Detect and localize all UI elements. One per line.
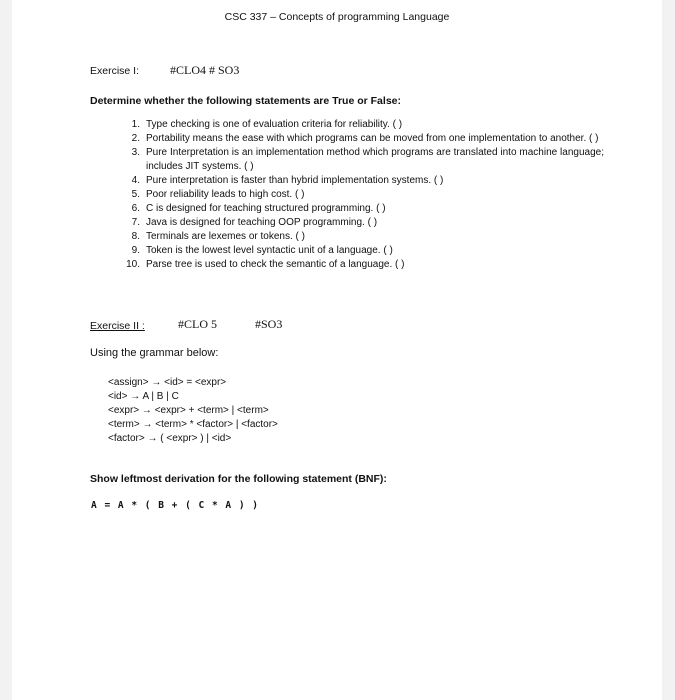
grammar-rule: <id> → A | B | C	[108, 391, 179, 402]
question-item: 7. Java is designed for teaching OOP programming. ( )	[131, 217, 378, 228]
question-item: 5. Poor reliability leads to high cost. ( )	[131, 189, 305, 200]
question-item: 8. Terminals are lexemes or tokens. ( )	[131, 231, 305, 242]
question-item: 10. Parse tree is used to check the semantic of a language. ( )	[126, 259, 405, 270]
question-item: 3. Pure Interpretation is an implementation method which programs are translated into machine language; includes JIT systems. ( )	[131, 147, 604, 172]
derivation-statement: A = A * ( B + ( C * A ) )	[91, 500, 259, 511]
grammar-rules	[108, 376, 278, 446]
question-item: 1. Type checking is one of evaluation criteria for reliability. ( )	[131, 119, 403, 130]
question-list	[126, 118, 604, 272]
exercise-1-instruction: Determine whether the following statements are True or False:	[90, 95, 401, 107]
grammar-rule: <term> → <term> * <factor> | <factor>	[108, 419, 278, 430]
exercise-1-tags: #CLO4 # SO3	[170, 63, 240, 77]
grammar-rule: <factor> → ( <expr> ) | <id>	[108, 433, 232, 444]
question-item: 2. Portability means the ease with which programs can be moved from one implementation to another. ( )	[131, 133, 599, 144]
grammar-rule: <assign> → <id> = <expr>	[108, 377, 227, 388]
exercise-2-tag-clo: #CLO 5	[178, 317, 217, 331]
page-header: CSC 337 – Concepts of programming Language	[224, 11, 450, 23]
exercise-1-label: Exercise I:	[90, 65, 140, 77]
question-item: 9. Token is the lowest level syntactic unit of a language. ( )	[131, 245, 393, 256]
document-page	[12, 0, 662, 700]
exercise-2-label: Exercise II :	[90, 320, 145, 332]
grammar-rule: <expr> → <expr> + <term> | <term>	[108, 405, 269, 416]
grammar-intro: Using the grammar below:	[90, 347, 219, 359]
question-item: 6. C is designed for teaching structured programming. ( )	[131, 203, 386, 214]
derivation-task: Show leftmost derivation for the following statement (BNF):	[90, 473, 387, 485]
question-item: 4. Pure interpretation is faster than hybrid implementation systems. ( )	[131, 175, 444, 186]
exercise-2-tag-so: #SO3	[255, 317, 283, 331]
